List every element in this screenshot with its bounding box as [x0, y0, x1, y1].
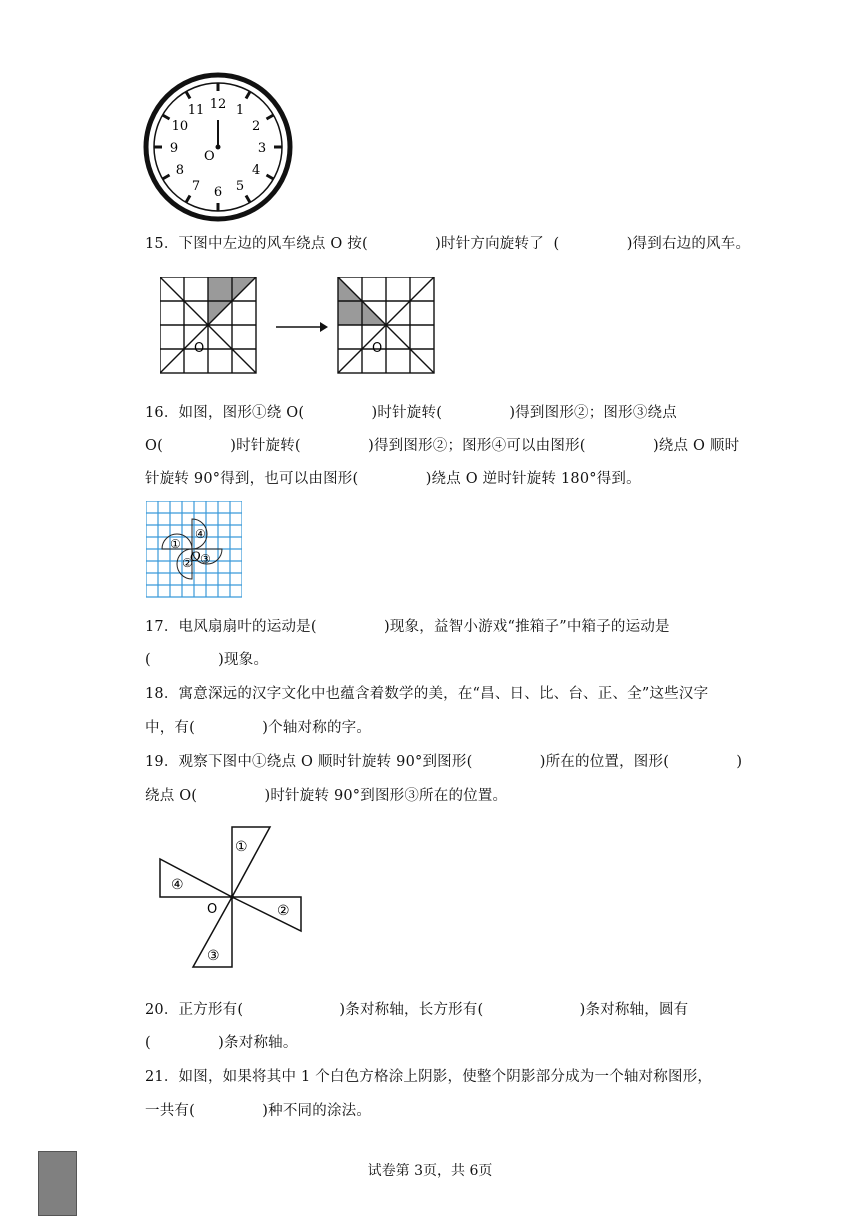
- clock-center-dot: [216, 145, 221, 150]
- question-17-line-1: 17．电风扇扇叶的运动是( )现象，益智小游戏“推箱子”中箱子的运动是: [145, 619, 670, 635]
- clock-tick: [163, 115, 170, 119]
- clock-number: 1: [235, 102, 245, 118]
- question-18-line-2: 中，有( )个轴对称的字。: [145, 720, 372, 736]
- grid-o-label: O: [190, 550, 201, 565]
- clock-center-label: O: [204, 149, 215, 164]
- page-footer: 试卷第 3页，共 6页: [367, 1163, 493, 1179]
- question-21-line-2: 一共有( )种不同的涂法。: [145, 1103, 372, 1119]
- windmill-svg: [160, 277, 450, 377]
- grid-label-3: ③: [200, 552, 211, 566]
- pinwheel-label-2: ②: [277, 903, 290, 919]
- pinwheel-figure: [155, 823, 305, 975]
- windmill-right-o-label: O: [372, 341, 383, 356]
- pinwheel-label-1: ①: [235, 839, 248, 855]
- pinwheel-center-dot: [230, 895, 234, 899]
- clock-svg: [143, 72, 293, 222]
- pinwheel-triangle-1: [232, 827, 270, 897]
- pinwheel-o-label: O: [207, 902, 218, 917]
- windmill-left-o-label: O: [194, 341, 205, 356]
- clock-number: 2: [251, 119, 261, 134]
- grid-figure: [146, 501, 242, 600]
- question-19-line-2: 绕点 O( )时针旋转 90°到图形③所在的位置。: [145, 788, 508, 804]
- question-16-line-2: O( )时针旋转( )得到图形②；图形④可以由图形( )绕点 O 顺时: [145, 438, 740, 454]
- clock-tick: [186, 92, 190, 99]
- pinwheel-triangle-2: [232, 897, 301, 931]
- question-20-line-1: 20．正方形有( )条对称轴，长方形有( )条对称轴，圆有: [145, 1002, 689, 1018]
- grid-label-4: ④: [195, 527, 206, 541]
- clock-tick: [163, 175, 170, 179]
- grid-svg: [146, 501, 242, 600]
- clock-number: 6: [213, 185, 223, 200]
- clock-tick: [246, 195, 250, 202]
- clock-tick: [266, 115, 273, 119]
- clock-tick: [246, 92, 250, 99]
- pinwheel-svg: [155, 823, 305, 975]
- windmill-figure: [160, 277, 450, 377]
- clock-figure: [143, 72, 293, 222]
- clock-number: 4: [251, 163, 261, 178]
- question-21-line-1: 21．如图，如果将其中 1 个白色方格涂上阴影，使整个阴影部分成为一个轴对称图形，: [145, 1069, 713, 1085]
- question-16-line-1: 16．如图，图形①绕 O( )时针旋转( )得到图形②；图形③绕点: [145, 405, 677, 421]
- grid-label-2: ②: [182, 556, 193, 570]
- pinwheel-label-3: ③: [207, 948, 220, 964]
- question-19-line-1: 19．观察下图中①绕点 O 顺时针旋转 90°到图形( )所在的位置，图形( ): [145, 754, 743, 770]
- arrow-icon: [276, 322, 328, 332]
- clock-number: 12: [209, 97, 227, 112]
- question-16-line-3: 针旋转 90°得到，也可以由图形( )绕点 O 逆时针旋转 180°得到。: [145, 471, 641, 487]
- clock-number: 8: [175, 163, 185, 178]
- grid-label-1: ①: [170, 537, 181, 551]
- question-15: 15．下图中左边的风车绕点 O 按( )时针方向旋转了 ( )得到右边的风车。: [145, 236, 751, 252]
- clock-number: 3: [257, 141, 267, 156]
- clock-number: 7: [191, 179, 201, 195]
- clock-number: 10: [171, 119, 189, 134]
- pinwheel-label-4: ④: [171, 877, 184, 893]
- question-20-line-2: ( )条对称轴。: [145, 1035, 298, 1051]
- clock-number: 11: [187, 102, 205, 118]
- question-18-line-1: 18．寓意深远的汉字文化中也蕴含着数学的美，在“昌、日、比、台、正、全”这些汉字: [145, 686, 709, 702]
- clock-tick: [266, 175, 273, 179]
- windmill-right: [338, 277, 434, 373]
- clock-tick: [186, 195, 190, 202]
- clock-number: 9: [169, 141, 179, 156]
- windmill-left: [160, 277, 256, 373]
- clock-number: 5: [235, 179, 245, 195]
- question-17-line-2: ( )现象。: [145, 652, 269, 668]
